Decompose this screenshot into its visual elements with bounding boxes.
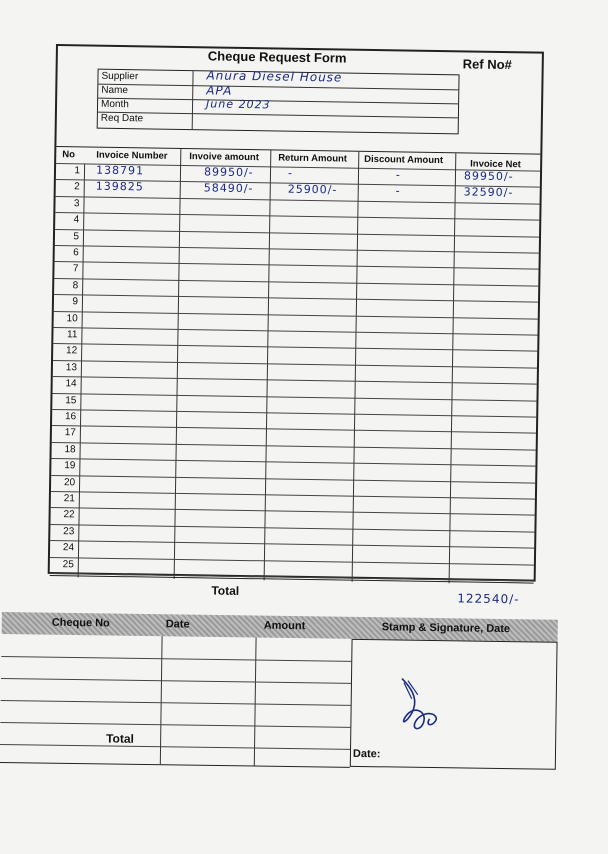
row-number: 25 (62, 558, 74, 570)
row-number: 24 (62, 542, 75, 554)
invoice-number-cell[interactable]: 139825 (95, 180, 144, 194)
invoice-amount-cell[interactable]: 89950/- (203, 165, 254, 180)
row-number: 5 (73, 230, 80, 242)
header-amount: Amount (263, 619, 306, 633)
row-number: 10 (66, 312, 78, 324)
return-amount-cell[interactable]: 25900/- (287, 183, 338, 197)
row-number: 20 (63, 476, 76, 488)
payment-total-label: Total (106, 731, 135, 746)
payment-section (0, 606, 560, 772)
header-invoice-amount: Invoive amount (189, 151, 260, 164)
supplier-label: Supplier (101, 70, 139, 83)
row-number: 14 (65, 378, 77, 390)
cheque-request-form (48, 44, 544, 607)
invoice-net-cell[interactable]: 32590/- (463, 185, 514, 200)
row-number: 23 (63, 525, 75, 538)
header-return-amount: Return Amount (278, 152, 348, 165)
row-number: 19 (64, 460, 76, 472)
row-number: 7 (72, 263, 79, 275)
invoice-amount-cell[interactable]: 58490/- (203, 181, 254, 196)
header-discount-amount: Discount Amount (364, 153, 444, 167)
signature-mark (387, 668, 468, 739)
header-invoice-net: Invoice Net (470, 158, 521, 171)
invoice-net-cell[interactable]: 89950/- (463, 169, 514, 184)
row-number: 22 (63, 509, 75, 521)
month-label: Month (100, 98, 129, 111)
row-number: 12 (65, 345, 78, 357)
header-cheque-no: Cheque No (51, 616, 110, 630)
req-date-label: Req Date (100, 112, 144, 125)
ref-number-label: Ref No# (462, 56, 512, 73)
row-number: 11 (66, 329, 78, 341)
header-date: Date (165, 618, 190, 631)
name-value[interactable]: APA (206, 83, 233, 98)
header-stamp-signature: Stamp & Signature, Date (381, 621, 511, 636)
invoice-table (50, 146, 541, 607)
row-number: 16 (64, 411, 77, 423)
row-number: 6 (73, 247, 79, 259)
name-label: Name (101, 84, 129, 97)
supplier-value[interactable]: Anura Diesel House (206, 68, 343, 85)
row-number: 21 (63, 493, 75, 505)
invoice-number-cell[interactable]: 138791 (95, 163, 145, 178)
row-number: 4 (73, 214, 80, 226)
return-amount-cell[interactable]: - (287, 166, 294, 180)
row-number: 13 (65, 361, 78, 374)
total-value[interactable]: 122540/- (457, 591, 520, 607)
discount-amount-cell[interactable]: - (395, 168, 402, 182)
row-number: 3 (73, 198, 80, 210)
total-label: Total (211, 583, 240, 598)
stamp-signature-box (350, 639, 558, 770)
row-number: 2 (74, 181, 80, 193)
row-number: 9 (72, 296, 79, 308)
row-number: 1 (74, 165, 81, 177)
supplier-info-box (97, 69, 460, 135)
row-number: 17 (64, 427, 76, 439)
form-title: Cheque Request Form (207, 48, 347, 66)
month-value[interactable]: June 2023 (205, 97, 271, 112)
header-invoice-number: Invoice Number (96, 149, 168, 162)
discount-amount-cell[interactable]: - (395, 184, 401, 198)
signature-date-label: Date: (352, 747, 381, 761)
header-no: No (62, 149, 76, 161)
row-number: 18 (64, 443, 76, 456)
row-number: 15 (65, 394, 77, 406)
payment-header-band (2, 612, 558, 642)
row-number: 8 (72, 280, 79, 292)
